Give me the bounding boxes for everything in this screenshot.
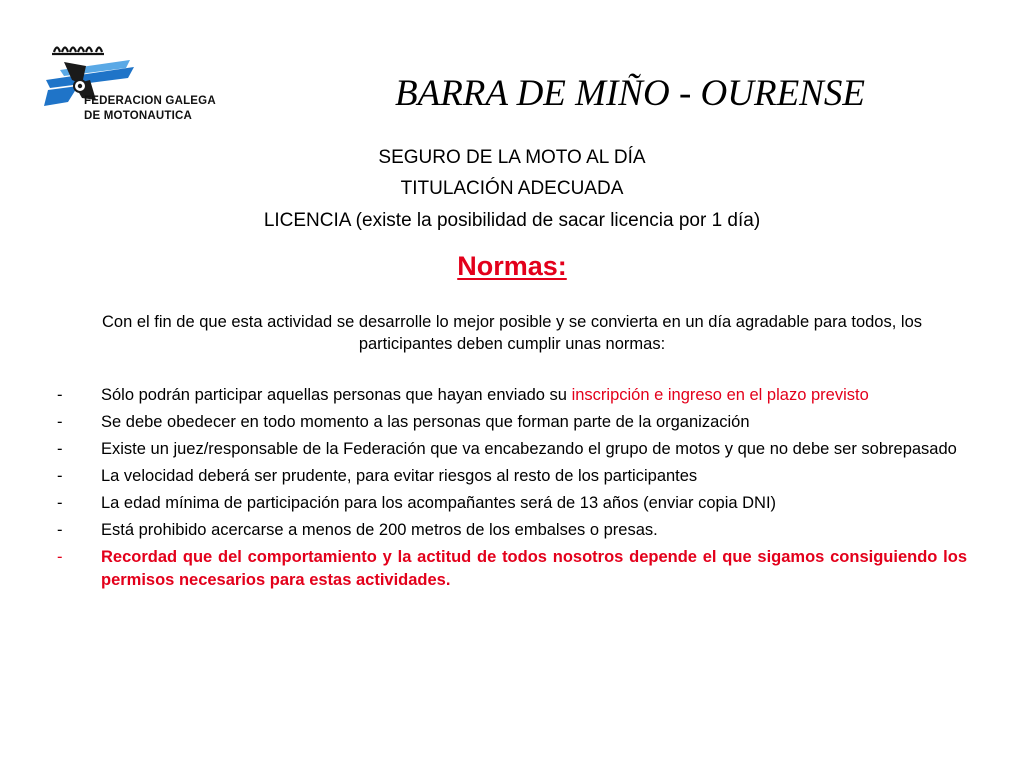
rule-6-text: Está prohibido acercarse a menos de 200 metros de los embalses o presas. (101, 521, 658, 539)
list-item (57, 492, 967, 515)
list-item (57, 384, 967, 407)
bullet-dash: - (57, 467, 63, 485)
intro-paragraph: Con el fin de que esta actividad se desarrolle lo mejor posible y se convierta en un día agradable para todos, los participantes deben cumplir unas normas: (102, 313, 922, 353)
list-item (57, 438, 967, 461)
bullet-dash: - (57, 386, 63, 404)
bullet-dash: - (57, 494, 63, 512)
rule-1-highlight: inscripción e ingreso en el plazo previsto (571, 386, 869, 404)
requirement-license: LICENCIA (existe la posibilidad de sacar licencia por 1 día) (263, 210, 761, 231)
list-item (57, 465, 967, 488)
bullet-dash: - (57, 440, 63, 458)
federation-name-line1: FEDERACION GALEGA (84, 95, 216, 107)
rules-list (57, 384, 967, 596)
requirement-qualification: TITULACIÓN ADECUADA (400, 178, 624, 199)
rule-4-text: La velocidad deberá ser prudente, para evitar riesgos al resto de los participantes (101, 467, 698, 485)
rule-5-text: La edad mínima de participación para los acompañantes será de 13 años (enviar copia DNI) (101, 494, 777, 512)
bullet-dash: - (57, 413, 63, 431)
normas-heading (0, 248, 1024, 284)
rule-2-text: Se debe obedecer en todo momento a las personas que forman parte de la organización (101, 413, 750, 431)
bullet-dash: - (57, 548, 63, 566)
crown-icon (52, 48, 104, 55)
logo-wing-lower (44, 86, 78, 106)
rule-3-text: Existe un juez/responsable de la Federación que va encabezando el grupo de motos y que no debe ser sobrepasado (101, 440, 957, 458)
page-title: BARRA DE MIÑO - OURENSE (395, 73, 865, 114)
requirement-insurance: SEGURO DE LA MOTO AL DÍA (378, 147, 646, 168)
federation-name-line2: DE MOTONAUTICA (84, 110, 193, 122)
rule-1-text: Sólo podrán participar aquellas personas que hayan enviado su (101, 386, 572, 404)
list-item (57, 519, 967, 542)
list-item (57, 411, 967, 434)
bullet-dash: - (57, 521, 63, 539)
federation-name (84, 94, 216, 124)
federation-logo (38, 40, 238, 135)
rule-7-text: Recordad que del comportamiento y la actitud de todos nosotros depende el que sigamos consiguiendo los permisos necesarios para estas actividades. (101, 548, 967, 589)
list-item (57, 546, 967, 592)
normas-heading-text: Normas: (457, 251, 567, 281)
